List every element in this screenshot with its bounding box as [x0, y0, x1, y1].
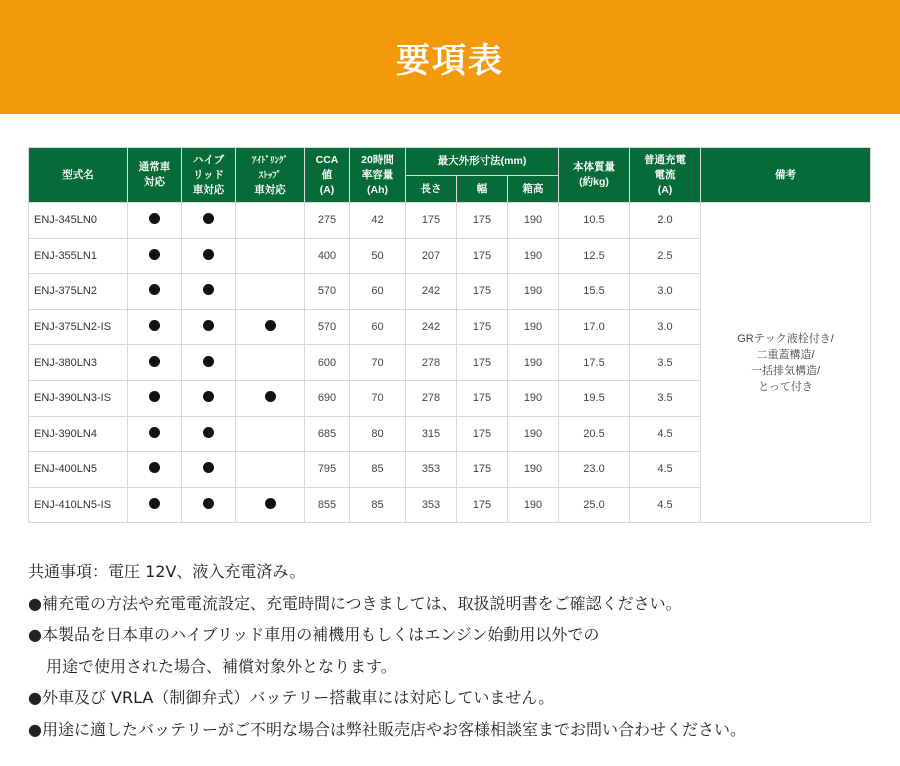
cell-width: 175 — [457, 309, 508, 345]
cell-model: ENJ-345LN0 — [29, 203, 128, 239]
cell-width: 175 — [457, 380, 508, 416]
cell-height: 190 — [508, 452, 559, 488]
cell-model: ENJ-355LN1 — [29, 238, 128, 274]
compatible-dot-icon — [203, 320, 214, 331]
cell-normal — [128, 487, 182, 523]
cell-idlestop — [236, 452, 305, 488]
compatible-dot-icon — [265, 320, 276, 331]
cell-model: ENJ-400LN5 — [29, 452, 128, 488]
header-length: 長さ — [406, 176, 457, 203]
note-warranty: ●本製品を日本車のハイブリッド車用の補機用もしくはエンジン始動用以外での — [28, 625, 600, 644]
remarks-line: 一括排気構造/ — [750, 364, 821, 377]
cell-model: ENJ-375LN2 — [29, 274, 128, 310]
page-title: 要項表 — [396, 40, 504, 81]
compatible-dot-icon — [149, 427, 160, 438]
header-hybrid: ハイブ リッド 車対応 — [182, 148, 236, 203]
cell-model: ENJ-375LN2-IS — [29, 309, 128, 345]
remarks-line: GRテック液栓付き/ — [737, 332, 834, 345]
cell-idlestop — [236, 380, 305, 416]
cell-idlestop — [236, 203, 305, 239]
title-banner — [0, 0, 900, 114]
compatible-dot-icon — [149, 249, 160, 260]
cell-width: 175 — [457, 487, 508, 523]
cell-height: 190 — [508, 238, 559, 274]
cell-capacity: 80 — [350, 416, 406, 452]
cell-weight: 17.0 — [559, 309, 630, 345]
cell-cca: 685 — [305, 416, 350, 452]
cell-weight: 17.5 — [559, 345, 630, 381]
header-remarks: 備考 — [701, 148, 871, 203]
cell-charge: 3.0 — [630, 309, 701, 345]
compatible-dot-icon — [203, 498, 214, 509]
cell-idlestop — [236, 238, 305, 274]
cell-capacity: 42 — [350, 203, 406, 239]
compatible-dot-icon — [203, 356, 214, 367]
cell-length: 175 — [406, 203, 457, 239]
cell-weight: 25.0 — [559, 487, 630, 523]
cell-cca: 400 — [305, 238, 350, 274]
header-weight: 本体質量 (約kg) — [559, 148, 630, 203]
cell-height: 190 — [508, 274, 559, 310]
compatible-dot-icon — [149, 320, 160, 331]
cell-idlestop — [236, 309, 305, 345]
remarks-line: とって付き — [758, 380, 813, 393]
cell-normal — [128, 452, 182, 488]
cell-height: 190 — [508, 416, 559, 452]
cell-length: 353 — [406, 487, 457, 523]
header-normal: 通常車 対応 — [128, 148, 182, 203]
cell-width: 175 — [457, 345, 508, 381]
cell-height: 190 — [508, 203, 559, 239]
spec-table — [28, 147, 871, 523]
cell-normal — [128, 309, 182, 345]
compatible-dot-icon — [203, 213, 214, 224]
cell-hybrid — [182, 345, 236, 381]
cell-idlestop — [236, 345, 305, 381]
cell-width: 175 — [457, 274, 508, 310]
cell-hybrid — [182, 452, 236, 488]
cell-width: 175 — [457, 452, 508, 488]
notes-section — [28, 556, 888, 745]
cell-length: 278 — [406, 345, 457, 381]
cell-height: 190 — [508, 345, 559, 381]
cell-height: 190 — [508, 380, 559, 416]
cell-cca: 570 — [305, 309, 350, 345]
cell-hybrid — [182, 238, 236, 274]
cell-width: 175 — [457, 203, 508, 239]
compatible-dot-icon — [149, 391, 160, 402]
cell-idlestop — [236, 487, 305, 523]
spec-table-body — [29, 203, 871, 523]
cell-model: ENJ-390LN4 — [29, 416, 128, 452]
cell-capacity: 70 — [350, 345, 406, 381]
compatible-dot-icon — [149, 284, 160, 295]
cell-capacity: 85 — [350, 487, 406, 523]
cell-hybrid — [182, 309, 236, 345]
compatible-dot-icon — [149, 356, 160, 367]
cell-cca: 855 — [305, 487, 350, 523]
header-height: 箱高 — [508, 176, 559, 203]
cell-length: 353 — [406, 452, 457, 488]
header-model: 型式名 — [29, 148, 128, 203]
cell-normal — [128, 345, 182, 381]
note-common: 共通事項：電圧 12V、液入充電済み。 — [28, 562, 306, 581]
cell-width: 175 — [457, 238, 508, 274]
note-recharge: ●補充電の方法や充電電流設定、充電時間につきましては、取扱説明書をご確認ください。 — [28, 593, 682, 613]
header-charge: 普通充電 電流 (A) — [630, 148, 701, 203]
cell-charge: 3.5 — [630, 345, 701, 381]
cell-cca: 690 — [305, 380, 350, 416]
cell-weight: 23.0 — [559, 452, 630, 488]
cell-width: 175 — [457, 416, 508, 452]
compatible-dot-icon — [203, 391, 214, 402]
note-vrla: ●外車及び VRLA（制御弁式）バッテリー搭載車には対応していません。 — [28, 688, 555, 707]
cell-charge: 4.5 — [630, 416, 701, 452]
cell-height: 190 — [508, 487, 559, 523]
cell-model: ENJ-390LN3-IS — [29, 380, 128, 416]
compatible-dot-icon — [203, 284, 214, 295]
compatible-dot-icon — [203, 427, 214, 438]
cell-capacity: 50 — [350, 238, 406, 274]
cell-length: 242 — [406, 309, 457, 345]
header-cca: CCA 値 (A) — [305, 148, 350, 203]
cell-length: 278 — [406, 380, 457, 416]
cell-length: 315 — [406, 416, 457, 452]
header-dimensions: 最大外形寸法(mm) — [406, 148, 559, 176]
cell-normal — [128, 416, 182, 452]
cell-charge: 3.0 — [630, 274, 701, 310]
cell-capacity: 70 — [350, 380, 406, 416]
header-capacity: 20時間 率容量 (Ah) — [350, 148, 406, 203]
compatible-dot-icon — [265, 498, 276, 509]
cell-cca: 275 — [305, 203, 350, 239]
note-warranty-cont: 用途で使用された場合、補償対象外となります。 — [46, 656, 397, 676]
cell-model: ENJ-410LN5-IS — [29, 487, 128, 523]
cell-idlestop — [236, 416, 305, 452]
cell-normal — [128, 238, 182, 274]
compatible-dot-icon — [149, 498, 160, 509]
cell-cca: 600 — [305, 345, 350, 381]
cell-weight: 12.5 — [559, 238, 630, 274]
cell-charge: 2.0 — [630, 203, 701, 239]
table-row — [29, 203, 871, 239]
cell-charge: 3.5 — [630, 380, 701, 416]
cell-cca: 570 — [305, 274, 350, 310]
cell-weight: 15.5 — [559, 274, 630, 310]
cell-normal — [128, 274, 182, 310]
cell-cca: 795 — [305, 452, 350, 488]
cell-hybrid — [182, 274, 236, 310]
cell-capacity: 85 — [350, 452, 406, 488]
compatible-dot-icon — [203, 249, 214, 260]
header-idlestop: ｱｲﾄﾞﾘﾝｸﾞ ｽﾄｯﾌﾟ 車対応 — [236, 148, 305, 203]
cell-hybrid — [182, 203, 236, 239]
cell-normal — [128, 380, 182, 416]
cell-weight: 20.5 — [559, 416, 630, 452]
cell-model: ENJ-380LN3 — [29, 345, 128, 381]
cell-hybrid — [182, 380, 236, 416]
note-contact: ●用途に適したバッテリーがご不明な場合は弊社販売店やお客様相談室までお問い合わせください。 — [28, 719, 746, 739]
compatible-dot-icon — [203, 462, 214, 473]
cell-hybrid — [182, 416, 236, 452]
cell-length: 207 — [406, 238, 457, 274]
cell-weight: 19.5 — [559, 380, 630, 416]
cell-length: 242 — [406, 274, 457, 310]
cell-idlestop — [236, 274, 305, 310]
cell-capacity: 60 — [350, 274, 406, 310]
compatible-dot-icon — [265, 391, 276, 402]
compatible-dot-icon — [149, 462, 160, 473]
cell-height: 190 — [508, 309, 559, 345]
cell-charge: 2.5 — [630, 238, 701, 274]
remarks-line: 二重蓋構造/ — [756, 348, 815, 361]
cell-remarks — [701, 203, 871, 523]
cell-hybrid — [182, 487, 236, 523]
cell-charge: 4.5 — [630, 452, 701, 488]
cell-weight: 10.5 — [559, 203, 630, 239]
cell-capacity: 60 — [350, 309, 406, 345]
compatible-dot-icon — [149, 213, 160, 224]
cell-normal — [128, 203, 182, 239]
cell-charge: 4.5 — [630, 487, 701, 523]
header-width: 幅 — [457, 176, 508, 203]
